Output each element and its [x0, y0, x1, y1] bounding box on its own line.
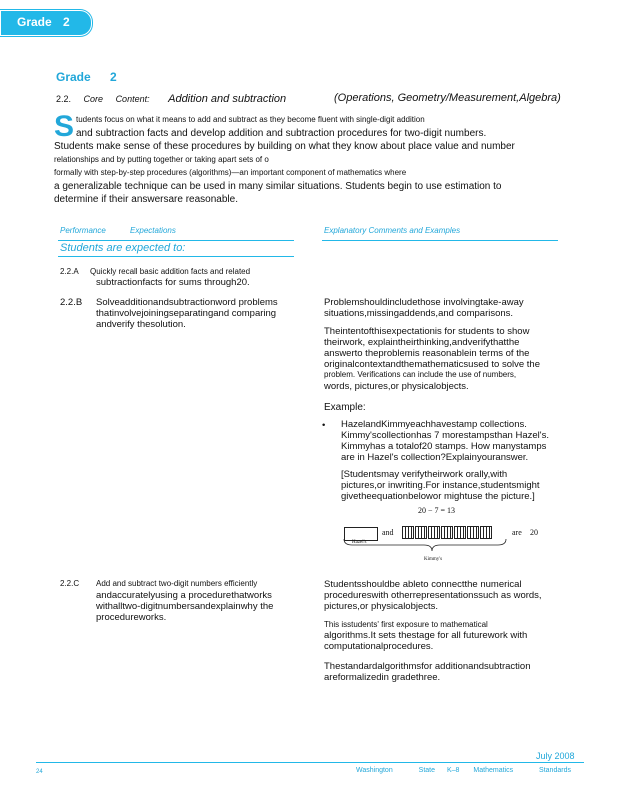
- c-p3-b: areformalizedin gradethree.: [324, 672, 441, 683]
- b-s3: givetheequationbelowor mightuse the picture.]: [341, 491, 535, 502]
- twenty-label: 20: [530, 528, 538, 537]
- item-b-line-1: Solveadditionandsubtractionword problems: [96, 297, 278, 308]
- kimmy-label: Kimmy's: [424, 557, 443, 562]
- stamp-icon: [441, 526, 453, 539]
- drop-cap: S: [54, 110, 75, 143]
- content-label: Content:: [115, 94, 150, 104]
- c-p3-a: Thestandardalgorithmsfor additionandsubtraction: [324, 661, 531, 672]
- stamp-icon: [454, 526, 466, 539]
- item-a-num: 2.2.A: [60, 267, 79, 276]
- col-left-heading-b: Expectations: [130, 226, 176, 235]
- footer-rule: [36, 762, 584, 763]
- item-c-line-3: withalltwo-digitnumbersandexplainwhy the: [96, 601, 274, 612]
- b-e3: Kimmyhas a totalof20 stamps. How manystamps: [341, 441, 547, 452]
- item-b-line-2: thatinvolvejoiningseparatingand comparing: [96, 308, 277, 319]
- item-b-line-3: andverify thesolution.: [96, 319, 186, 330]
- grade-heading: [56, 70, 117, 84]
- are-label: are: [512, 528, 522, 537]
- footer-state: State: [418, 767, 436, 774]
- footer-mathematics: Mathematics: [473, 767, 514, 774]
- page-number: 24: [36, 769, 43, 775]
- b-p1-a: Problemshouldincludethose involvingtake-away: [324, 297, 524, 308]
- intro-line-2: and subtraction facts and develop addition and subtraction procedures for two-digit numbers.: [76, 128, 487, 139]
- b-e2: Kimmy'scollectionhas 7 morestampsthan Hazel's.: [341, 430, 549, 441]
- intro-line-6: a generalizable technique can be used in many similar situations. Students begin to use estimation to: [54, 181, 502, 192]
- footer-date: July 2008: [536, 751, 575, 761]
- c-p1-c: pictures,or physicalobjects.: [324, 601, 439, 612]
- core-num: 2.2.: [56, 94, 72, 104]
- c-p1-a: Studentsshouldbe ableto connectthe numerical: [324, 579, 522, 590]
- expected-heading: Students are expected to:: [60, 242, 186, 254]
- equation: 20 − 7 = 13: [418, 506, 456, 515]
- b-e4: are in Hazel's collection?Explainyouranswer.: [341, 452, 529, 463]
- b-s2: pictures,or inwriting.For instance,studentsmight: [341, 480, 540, 491]
- core-strands: (Operations, Geometry/Measurement,Algebra): [334, 92, 561, 104]
- c-p1-b: procedureswith otherrepresentationssuch as words,: [324, 590, 542, 601]
- col-right-heading: Explanatory Comments and Examples: [324, 226, 461, 235]
- col-left-heading-a: Performance: [60, 226, 106, 235]
- bullet: •: [322, 420, 326, 431]
- b-p2-b: theirwork, explaintheirthinking,andverifythatthe: [324, 337, 520, 348]
- item-c-num: 2.2.C: [60, 579, 80, 588]
- tab-num: 2: [63, 15, 70, 29]
- footer-grades: K–8: [446, 767, 460, 774]
- rule-left: [58, 240, 294, 241]
- c-p2-c: computationalprocedures.: [324, 641, 434, 652]
- b-e1: HazelandKimmyeachhavestamp collections.: [341, 419, 527, 430]
- footer-washington: Washington: [356, 767, 393, 774]
- tab-word: Grade: [17, 15, 52, 29]
- c-p2-a: This isstudents' first exposure to mathematical: [324, 620, 488, 629]
- core-label: Core: [83, 94, 104, 104]
- grade-heading-word: Grade: [56, 70, 91, 84]
- stamp-icon: [467, 526, 479, 539]
- rule-right: [322, 240, 558, 241]
- core-topic: Addition and subtraction: [168, 93, 287, 105]
- c-p2-b: algorithms.It sets thestage for all futurework with: [324, 630, 528, 641]
- intro-line-4: relationships and by putting together or taking apart sets of o: [54, 155, 269, 164]
- col-left-heading: [60, 226, 176, 235]
- b-p2-f: words, pictures,or physicalobjects.: [324, 381, 469, 392]
- b-p2-a: Theintentofthisexpectationis for students to show: [324, 326, 530, 337]
- grade-heading-num: 2: [110, 70, 117, 84]
- stamp-icon: [402, 526, 414, 539]
- b-p2-e: problem. Verifications can include the use of numbers,: [324, 370, 517, 379]
- intro-line-1: tudents focus on what it means to add and subtract as they become fluent with single-digit addition: [76, 115, 425, 124]
- item-c-line-2: andaccuratelyusing a procedurethatworks: [96, 590, 272, 601]
- intro-line-5: formally with step-by-step procedures (algorithms)—an important component of mathematics where: [54, 168, 407, 177]
- item-a-line-2: subtractionfacts for sums through20.: [96, 277, 250, 288]
- and-label: and: [382, 528, 394, 537]
- intro-line-7: determine if their answersare reasonable.: [54, 194, 238, 205]
- grade-tab: [0, 10, 92, 36]
- footer-standards: Standards: [539, 767, 571, 774]
- stamp-icon: [415, 526, 427, 539]
- b-p1-b: situations,missingaddends,and comparisons.: [324, 308, 514, 319]
- stamp-icon: [480, 526, 492, 539]
- b-example: Example:: [324, 402, 366, 413]
- footer-text: [356, 767, 571, 774]
- item-c-line-4: procedureworks.: [96, 612, 167, 623]
- b-p2-c: answerto theproblemis reasonablein terms of the: [324, 348, 530, 359]
- item-b-num: 2.2.B: [60, 297, 83, 308]
- intro-line-3: Students make sense of these procedures by building on what they know about place value and number: [54, 141, 515, 152]
- b-s1: [Studentsmay verifytheirwork orally,with: [341, 469, 508, 480]
- rule-left-2: [58, 256, 294, 257]
- item-a-line-1: Quickly recall basic addition facts and related: [90, 267, 251, 276]
- brace-icon: [344, 539, 506, 551]
- item-c-line-1: Add and subtract two-digit numbers efficiently: [96, 579, 258, 588]
- hazel-label: Hazel's: [352, 540, 367, 545]
- stamp-icon: [428, 526, 440, 539]
- b-p2-d: originalcontextandthemathematicsused to solve the: [324, 359, 540, 370]
